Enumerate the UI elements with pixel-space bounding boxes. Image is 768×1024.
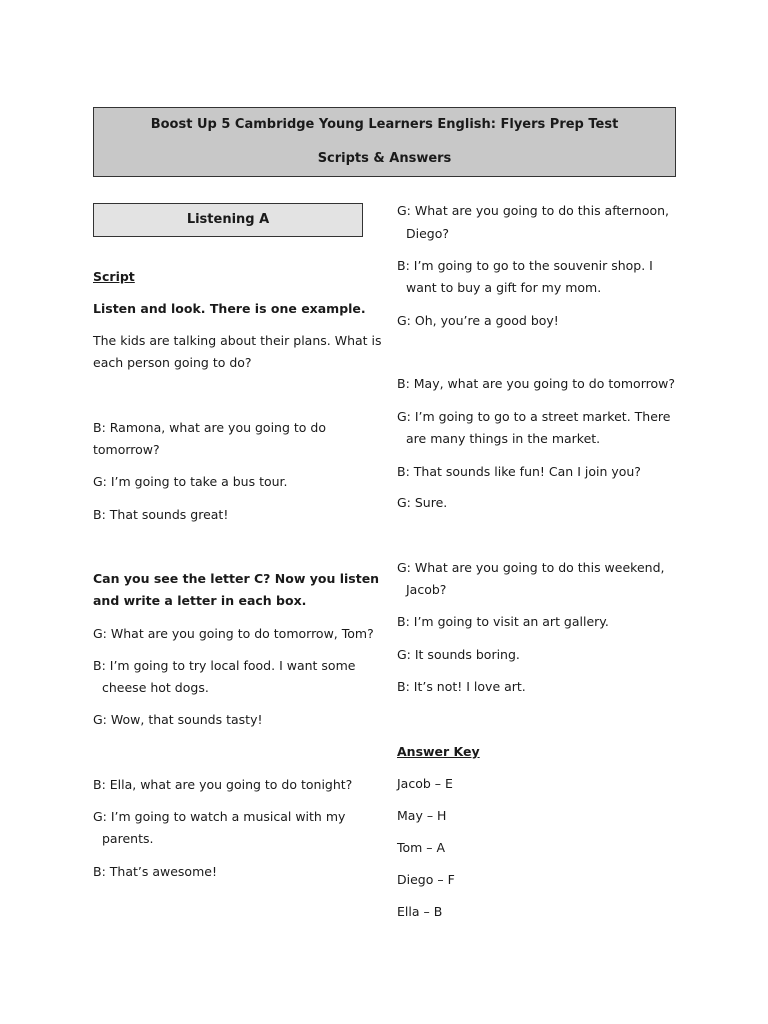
dialogue-line: tomorrow? <box>93 442 160 457</box>
dialogue-line: G: It sounds boring. <box>397 647 520 662</box>
dialogue-line: B: It’s not! I love art. <box>397 679 526 694</box>
instruction-task: Can you see the letter C? Now you listen <box>93 571 380 586</box>
dialogue-line: are many things in the market. <box>406 431 601 446</box>
answer-item: Jacob – E <box>397 776 453 791</box>
answer-item: Diego – F <box>397 872 455 887</box>
dialogue-line: B: That’s awesome! <box>93 864 217 879</box>
dialogue-line: B: That sounds great! <box>93 507 229 522</box>
dialogue-line: want to buy a gift for my mom. <box>406 280 602 295</box>
dialogue-line: B: I’m going to visit an art gallery. <box>397 614 609 629</box>
answer-item: Ella – B <box>397 904 443 919</box>
dialogue-line: Diego? <box>406 226 450 241</box>
script-heading: Script <box>93 269 135 284</box>
dialogue-line: G: Oh, you’re a good boy! <box>397 313 559 328</box>
dialogue-line: B: Ramona, what are you going to do <box>93 420 326 435</box>
answer-key-heading: Answer Key <box>397 744 480 759</box>
dialogue-line: G: What are you going to do this weekend, <box>397 560 665 575</box>
page-subtitle: Scripts & Answers <box>317 151 452 166</box>
dialogue-line: B: I’m going to go to the souvenir shop. I <box>397 258 653 273</box>
dialogue-line: parents. <box>102 831 154 846</box>
page-title: Boost Up 5 Cambridge Young Learners English: Flyers Prep Test <box>150 117 619 132</box>
dialogue-line: B: That sounds like fun! Can I join you? <box>397 464 641 479</box>
dialogue-line: G: I’m going to watch a musical with my <box>93 809 346 824</box>
intro-line: The kids are talking about their plans. What is <box>93 333 382 348</box>
dialogue-line: G: What are you going to do this afternoon, <box>397 203 670 218</box>
answer-item: May – H <box>397 808 447 823</box>
dialogue-line: G: Wow, that sounds tasty! <box>93 712 263 727</box>
dialogue-line: B: Ella, what are you going to do tonight? <box>93 777 353 792</box>
instruction-example: Listen and look. There is one example. <box>93 301 366 316</box>
intro-line: each person going to do? <box>93 355 252 370</box>
dialogue-line: cheese hot dogs. <box>102 680 209 695</box>
dialogue-line: Jacob? <box>406 582 447 597</box>
title-box <box>93 107 676 177</box>
dialogue-line: G: What are you going to do tomorrow, Tom? <box>93 626 374 641</box>
dialogue-line: G: I’m going to go to a street market. There <box>397 409 671 424</box>
section-heading-box: Listening A <box>93 203 363 237</box>
instruction-task: and write a letter in each box. <box>93 593 307 608</box>
answer-item: Tom – A <box>397 840 446 855</box>
dialogue-line: B: I’m going to try local food. I want some <box>93 658 356 673</box>
dialogue-line: G: I’m going to take a bus tour. <box>93 474 288 489</box>
dialogue-line: G: Sure. <box>397 495 448 510</box>
dialogue-line: B: May, what are you going to do tomorrow? <box>397 376 675 391</box>
